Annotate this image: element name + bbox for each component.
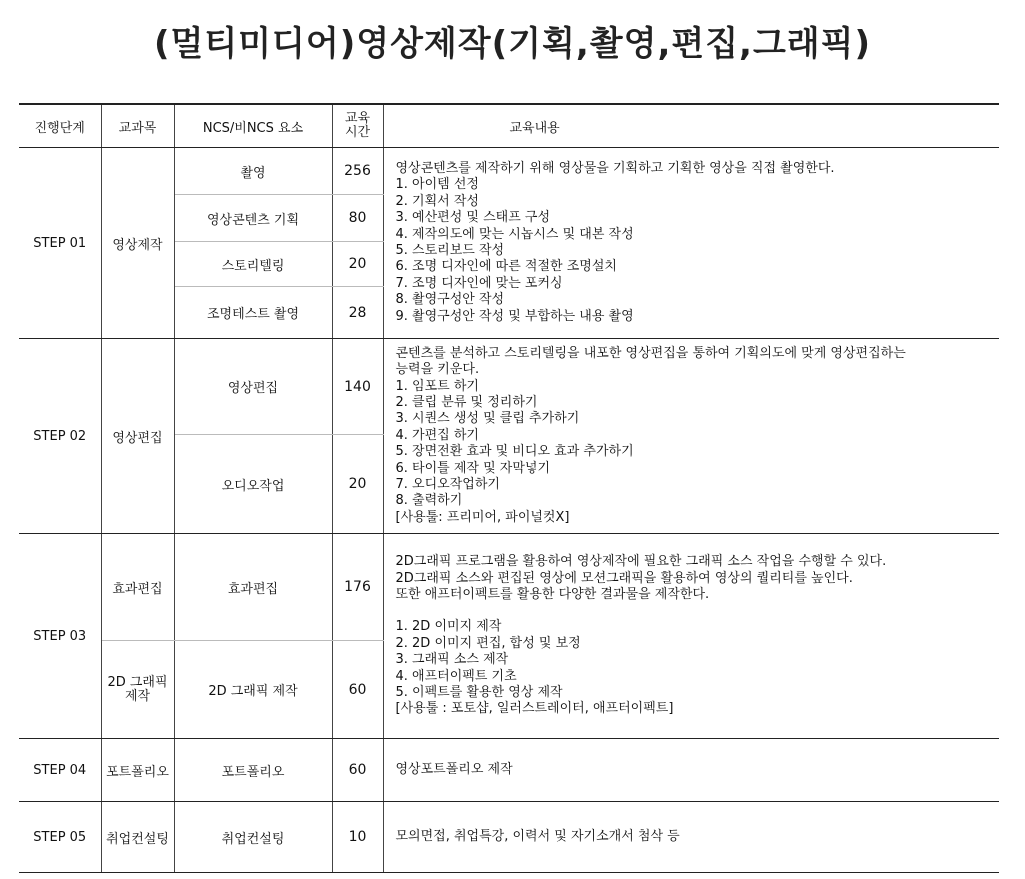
- step5-subject: 취업컨설팅: [101, 802, 174, 873]
- step5-content: 모의면접, 취업특강, 이력서 및 자기소개서 첨삭 등: [383, 802, 999, 873]
- step3-content: [383, 534, 999, 739]
- step2-content-line: 4. 가편집 하기: [395, 427, 479, 443]
- step3-ncs-2: 2D 그래픽 제작: [174, 641, 332, 739]
- header-stage: 진행단계: [19, 104, 101, 148]
- step2-content-line: [사용툴: 프리미어, 파이널컷X]: [395, 509, 570, 525]
- step3-content-line: 2D그래픽 소스와 편집된 영상에 모션그래픽을 활용하여 영상의 퀄리티를 높인다.: [395, 570, 853, 586]
- table-header-row: [19, 104, 999, 148]
- step4-content: 영상포트폴리오 제작: [383, 739, 999, 802]
- step4-stage: STEP 04: [19, 739, 101, 802]
- step5-hours: 10: [332, 802, 383, 873]
- step3-subject-1: 효과편집: [101, 534, 174, 641]
- step1-hours-4: 28: [332, 287, 383, 339]
- step1-ncs-2: 영상콘텐츠 기획: [174, 195, 332, 242]
- step1-ncs-3: 스토리텔링: [174, 242, 332, 287]
- step3-content-line: 또한 애프터이펙트를 활용한 다양한 결과물을 제작한다.: [395, 586, 710, 602]
- step5-stage: STEP 05: [19, 802, 101, 873]
- step1-stage: STEP 01: [19, 148, 101, 339]
- step2-stage: STEP 02: [19, 339, 101, 534]
- step2-content: [383, 339, 999, 534]
- header-hours: [332, 104, 383, 148]
- step2-hours-2: 20: [332, 435, 383, 534]
- step1-content: [383, 148, 999, 339]
- step2-ncs-2: 오디오작업: [174, 435, 332, 534]
- table-row: [19, 534, 999, 641]
- header-subject: 교과목: [101, 104, 174, 148]
- table-row: [19, 148, 999, 195]
- step1-content-line: 5. 스토리보드 작성: [395, 243, 505, 258]
- step1-content-line: 9. 촬영구성안 작성 및 부합하는 내용 촬영: [395, 308, 634, 324]
- step2-content-line: 3. 시퀀스 생성 및 클립 추가하기: [395, 411, 580, 427]
- step1-ncs-4: 조명테스트 촬영: [174, 287, 332, 339]
- step3-subject-2-line1: 2D 그래픽: [107, 674, 168, 690]
- step1-content-line: 4. 제작의도에 맞는 시놉시스 및 대본 작성: [395, 226, 634, 242]
- table-row: [19, 739, 999, 802]
- step2-hours-1: 140: [332, 339, 383, 435]
- step1-content-line: 8. 촬영구성안 작성: [395, 292, 505, 308]
- step3-stage: STEP 03: [19, 534, 101, 739]
- step2-content-line: 8. 출력하기: [395, 493, 463, 509]
- step3-content-line: [사용툴 : 포토샵, 일러스트레이터, 애프터이펙트]: [395, 701, 674, 717]
- header-content: 교육내용: [383, 104, 999, 148]
- step2-content-line: 5. 장면전환 효과 및 비디오 효과 추가하기: [395, 444, 634, 460]
- step1-content-line: 1. 아이템 선정: [395, 177, 479, 193]
- header-hours-line1: 교육: [344, 111, 371, 126]
- step1-hours-2: 80: [332, 195, 383, 242]
- content-spacer: [396, 603, 988, 619]
- step2-content-line: 1. 임포트 하기: [395, 378, 479, 394]
- step2-content-line: 6. 타이틀 제작 및 자막넣기: [395, 460, 551, 476]
- step2-content-line: 콘텐츠를 분석하고 스토리텔링을 내포한 영상편집을 통하여 기획의도에 맞게 영상편집하는: [395, 345, 906, 361]
- step2-content-line: 2. 클립 분류 및 정리하기: [395, 394, 538, 410]
- step3-content-line: 4. 애프터이펙트 기초: [395, 668, 517, 684]
- step1-ncs-1: 촬영: [174, 148, 332, 195]
- step1-subject: 영상제작: [101, 148, 174, 339]
- step3-content-line: 1. 2D 이미지 제작: [395, 619, 502, 635]
- step4-subject: 포트폴리오: [101, 739, 174, 802]
- step1-content-line: 6. 조명 디자인에 따른 적절한 조명설치: [395, 259, 617, 275]
- header-hours-line2: 시간: [344, 125, 371, 140]
- step5-ncs: 취업컨설팅: [174, 802, 332, 873]
- step1-content-line: 2. 기획서 작성: [395, 193, 479, 209]
- step2-ncs-1: 영상편집: [174, 339, 332, 435]
- step1-hours-3: 20: [332, 242, 383, 287]
- curriculum-table: [19, 103, 999, 873]
- header-ncs: NCS/비NCS 요소: [174, 104, 332, 148]
- step3-subject-2-line2: 제작: [124, 688, 151, 704]
- step2-content-line: 능력을 키운다.: [395, 362, 480, 378]
- step1-content-line: 영상콘텐츠를 제작하기 위해 영상물을 기획하고 기획한 영상을 직접 촬영한다.: [395, 160, 835, 176]
- step4-ncs: 포트폴리오: [174, 739, 332, 802]
- table-row: [19, 802, 999, 873]
- step3-content-line: 3. 그래픽 소스 제작: [395, 652, 509, 668]
- step1-content-line: 3. 예산편성 및 스태프 구성: [395, 210, 551, 226]
- step3-hours-1: 176: [332, 534, 383, 641]
- step1-hours-1: 256: [332, 148, 383, 195]
- step3-ncs-1: 효과편집: [174, 534, 332, 641]
- step3-content-line: 2D그래픽 프로그램을 활용하여 영상제작에 필요한 그래픽 소스 작업을 수행할 수 있다.: [395, 554, 887, 570]
- step3-content-line: 5. 이펙트를 활용한 영상 제작: [395, 685, 563, 701]
- page-title: (멀티미디어)영상제작(기획,촬영,편집,그래픽): [153, 24, 872, 64]
- step3-hours-2: 60: [332, 641, 383, 739]
- table-row: [19, 339, 999, 435]
- step4-hours: 60: [332, 739, 383, 802]
- step2-content-line: 7. 오디오작업하기: [395, 477, 500, 493]
- step2-subject: 영상편집: [101, 339, 174, 534]
- step1-content-line: 7. 조명 디자인에 맞는 포커싱: [395, 275, 563, 291]
- step3-content-line: 2. 2D 이미지 편집, 합성 및 보정: [395, 635, 581, 651]
- step3-subject-2: [101, 641, 174, 739]
